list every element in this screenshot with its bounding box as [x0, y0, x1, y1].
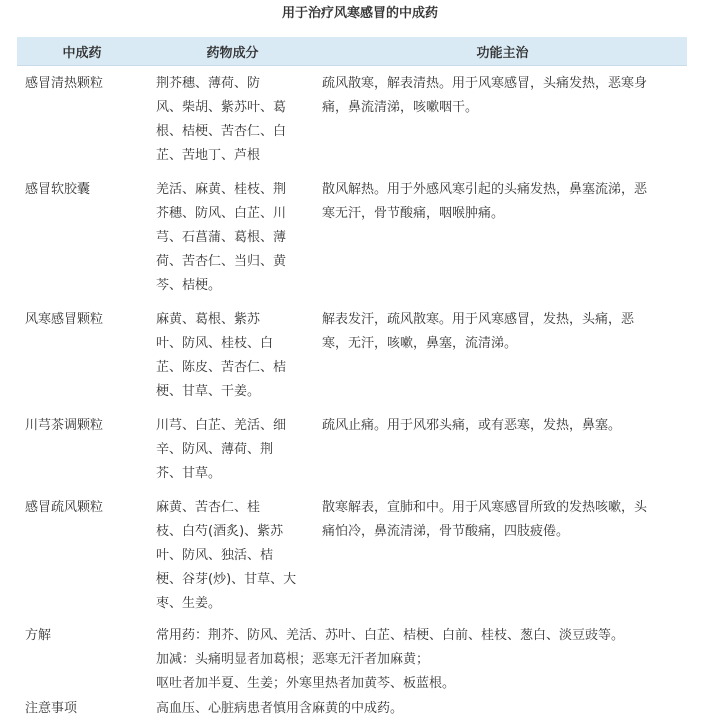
ingredients-line: 叶、防风、独活、桔 — [156, 548, 274, 563]
function-cell — [318, 66, 687, 173]
method-content — [147, 620, 687, 696]
function-line: 痛，鼻流清涕，咳嗽咽干。 — [322, 100, 479, 115]
ingredients-line: 枣、生姜。 — [156, 596, 222, 611]
function-line: 疏风散寒，解表清热。用于风寒感冒，头痛发热，恶寒身 — [322, 76, 648, 91]
medicine-name: 川芎茶调颗粒 — [25, 418, 104, 433]
ingredients-line: 梗、谷芽(炒)、甘草、大 — [156, 572, 297, 587]
ingredients-line: 枝、白芍(酒炙)、紫苏 — [156, 524, 284, 539]
header-medicine: 中成药 — [17, 37, 147, 66]
notes-row — [17, 696, 687, 721]
table-row — [17, 172, 687, 302]
ingredients-line: 芥穗、防风、白芷、川 — [156, 206, 287, 221]
ingredients-line: 辛、防风、薄荷、荆 — [156, 442, 274, 457]
table-row — [17, 302, 687, 408]
function-line: 解表发汗，疏风散寒。用于风寒感冒，发热，头痛，恶 — [322, 312, 635, 327]
function-line: 疏风止痛。用于风邪头痛，或有恶寒，发热，鼻塞。 — [322, 418, 622, 433]
ingredients-cell — [147, 66, 318, 173]
ingredients-line: 荷、苦杏仁、当归、黄 — [156, 254, 287, 269]
function-line: 寒，无汗，咳嗽，鼻塞，流清涕。 — [322, 336, 518, 351]
ingredients-cell — [147, 172, 318, 302]
page-title: 用于治疗风寒感冒的中成药 — [281, 6, 438, 21]
medicine-name: 风寒感冒颗粒 — [25, 312, 104, 327]
method-label: 方解 — [25, 628, 52, 643]
table-header-row — [17, 37, 687, 66]
header-ingredients: 药物成分 — [147, 37, 318, 66]
header-function: 功能主治 — [318, 37, 687, 66]
ingredients-cell — [147, 408, 318, 490]
function-line: 散寒解表，宣肺和中。用于风寒感冒所致的发热咳嗽，头 — [322, 500, 648, 515]
function-cell — [318, 302, 687, 408]
ingredients-line: 芥、甘草。 — [156, 466, 222, 481]
ingredients-line: 梗、甘草、干姜。 — [156, 384, 261, 399]
ingredients-line: 麻黄、苦杏仁、桂 — [156, 500, 261, 515]
ingredients-cell — [147, 302, 318, 408]
function-cell — [318, 408, 687, 490]
ingredients-line: 芷、陈皮、苦杏仁、桔 — [156, 360, 287, 375]
table-row — [17, 408, 687, 490]
method-line: 加减：头痛明显者加葛根；恶寒无汗者加麻黄； — [156, 652, 430, 667]
medicine-name: 感冒疏风颗粒 — [25, 500, 104, 515]
method-line: 呕吐者加半夏、生姜；外寒里热者加黄芩、板蓝根。 — [156, 676, 456, 691]
method-line: 常用药：荆芥、防风、羌活、苏叶、白芷、桔梗、白前、桂枝、葱白、淡豆豉等。 — [156, 628, 625, 643]
herbal-medicine-table — [17, 37, 687, 721]
notes-label: 注意事项 — [25, 701, 78, 716]
ingredients-line: 荆芥穗、薄荷、防 — [156, 76, 261, 91]
ingredients-line: 芩、桔梗。 — [156, 278, 222, 293]
function-line: 寒无汗，骨节酸痛，咽喉肿痛。 — [322, 206, 505, 221]
function-line: 散风解热。用于外感风寒引起的头痛发热，鼻塞流涕，恶 — [322, 182, 648, 197]
ingredients-cell — [147, 490, 318, 620]
table-row — [17, 66, 687, 173]
ingredients-line: 川芎、白芷、羌活、细 — [156, 418, 287, 433]
medicine-name: 感冒软胶囊 — [25, 182, 91, 197]
ingredients-line: 芷、苦地丁、芦根 — [156, 148, 261, 163]
method-row — [17, 620, 687, 696]
notes-text: 高血压、心脏病患者慎用含麻黄的中成药。 — [156, 701, 404, 716]
function-line: 痛怕冷，鼻流清涕，骨节酸痛，四肢疲倦。 — [322, 524, 570, 539]
ingredients-line: 风、柴胡、紫苏叶、葛 — [156, 100, 287, 115]
ingredients-line: 麻黄、葛根、紫苏 — [156, 312, 261, 327]
function-cell — [318, 490, 687, 620]
ingredients-line: 芎、石菖蒲、葛根、薄 — [156, 230, 287, 245]
ingredients-line: 叶、防风、桂枝、白 — [156, 336, 274, 351]
function-cell — [318, 172, 687, 302]
medicine-name: 感冒清热颗粒 — [25, 76, 104, 91]
ingredients-line: 根、桔梗、苦杏仁、白 — [156, 124, 287, 139]
table-row — [17, 490, 687, 620]
ingredients-line: 羌活、麻黄、桂枝、荆 — [156, 182, 287, 197]
